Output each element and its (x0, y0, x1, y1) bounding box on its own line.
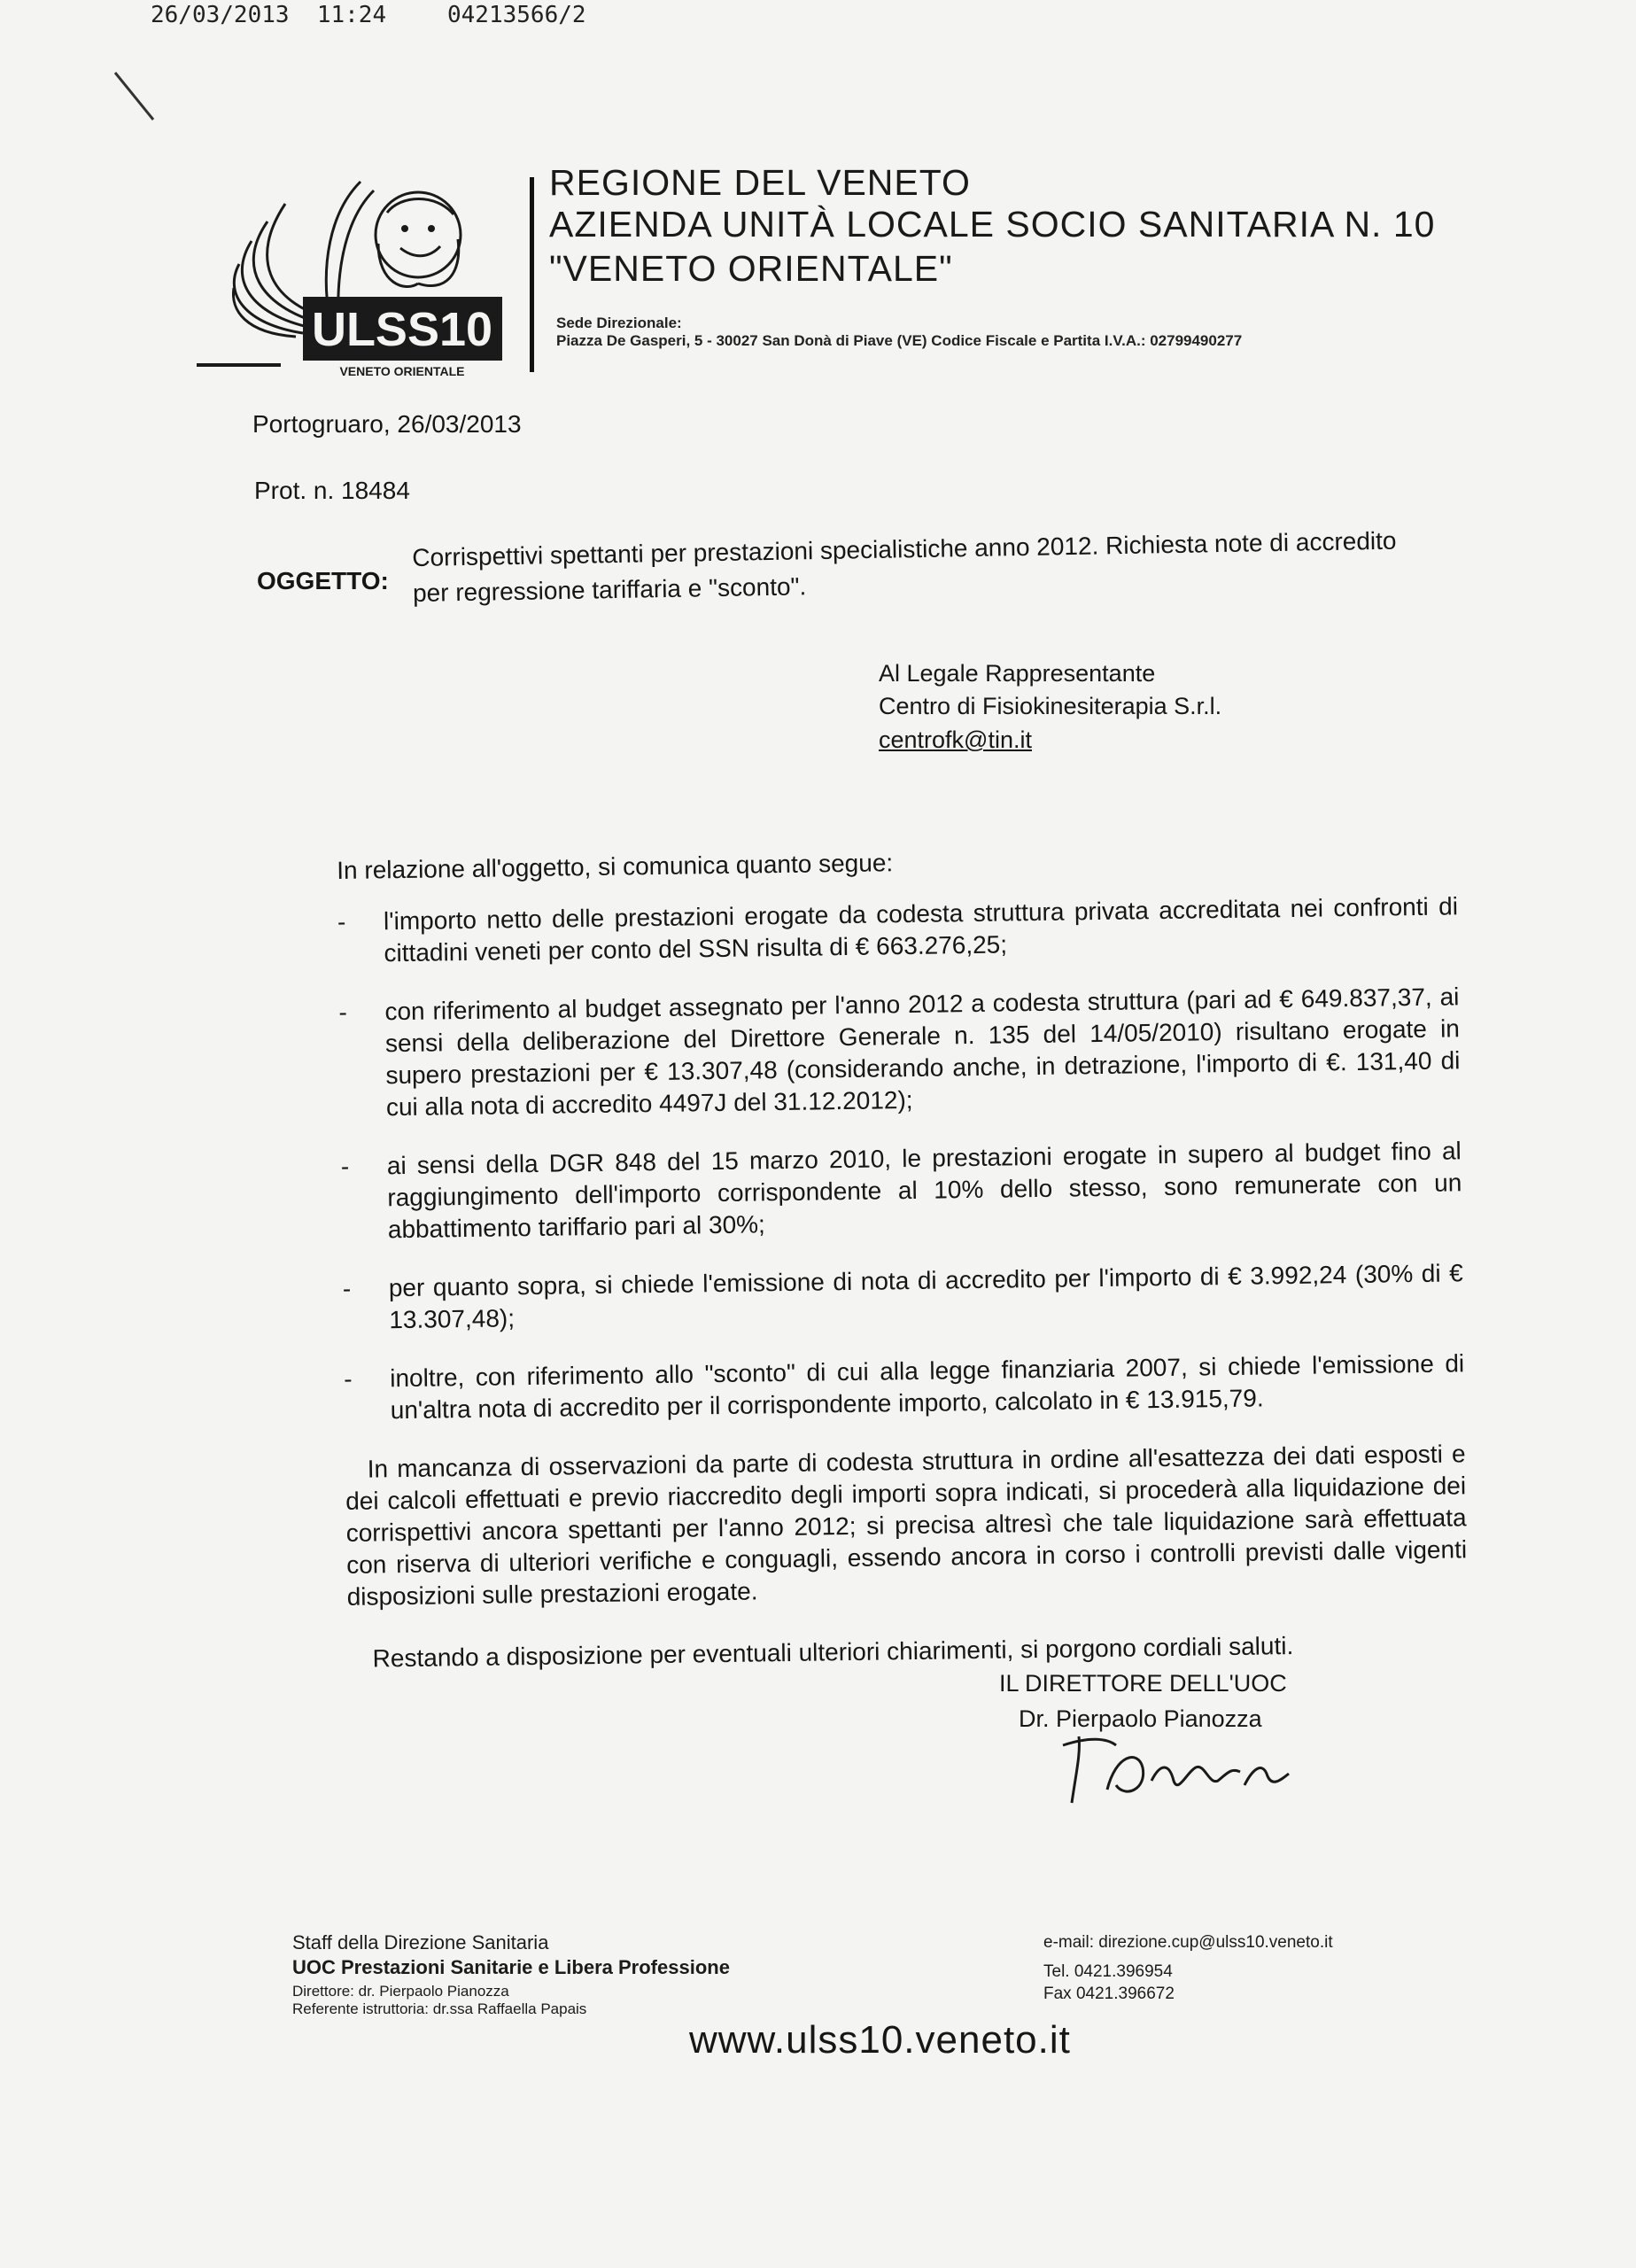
bullet-text: inoltre, con riferimento allo "sconto" di cui alla legge finanziaria 2007, si chiede l'emissione di un'altra nota di accredito per il corrispondente importo, calcolato in € 13.915,79. (390, 1349, 1465, 1425)
scan-mark-icon (113, 71, 158, 124)
logo-text: ULSS10 (311, 303, 493, 356)
list-item (344, 1348, 1465, 1427)
sede-label: Sede Direzionale: (556, 315, 682, 331)
footer-staff: Staff della Direzione Sanitaria (292, 1931, 549, 1953)
footer-uoc: UOC Prestazioni Sanitarie e Libera Professione (292, 1956, 730, 1978)
logo-subtext: VENETO ORIENTALE (339, 364, 465, 378)
bullet-text: ai sensi della DGR 848 del 15 marzo 2010, le prestazioni erogate in supero al budget fino al raggiungimento dell'importo corrispondente al 10% dello stesso, sono remunerate con un abbattimento tariffario pari al 30%; (386, 1137, 1462, 1244)
list-item (343, 1257, 1464, 1337)
bullet-dash: - (337, 907, 346, 936)
closing-paragraph: In mancanza di osservazioni da parte di codesta struttura in ordine all'esattezza dei dati esposti e dei calcoli effettuati e previo riaccredito degli importi sopra indicati, si procederà alla liquidazione dei corrispettivi ancora spettanti per l'anno 2012; si precisa altresì che tale liquidazione sarà effettuata con riserva di ulteriori verifiche e conguagli, essendo ancora in corso i controlli previsti dalle vigenti disposizioni sulle prestazioni erogate. (345, 1440, 1468, 1611)
body-intro: In relazione all'oggetto, si comunica quanto segue: (337, 849, 894, 884)
footer-director: Direttore: dr. Pierpaolo Pianozza (292, 1983, 509, 2000)
fax-number: 04213566/2 (447, 2, 586, 28)
letterhead-divider (530, 177, 534, 372)
org-azienda: AZIENDA UNITÀ LOCALE SOCIO SANITARIA N. 10 (549, 204, 1436, 245)
bullet-list (337, 890, 1465, 1427)
subject-text: Corrispettivi spettanti per prestazioni specialistiche anno 2012. Richiesta note di accredito per regressione tariffaria e "sconto". (412, 526, 1397, 607)
list-item (341, 1135, 1462, 1247)
bullet-dash: - (342, 1274, 352, 1302)
bullet-text: per quanto sopra, si chiede l'emissione di nota di accredito per l'importo di € 3.992,24 (30% di € 13.307,48); (388, 1259, 1463, 1334)
org-veneto-orientale: "VENETO ORIENTALE" (549, 248, 953, 289)
bullet-dash: - (344, 1364, 353, 1393)
org-region: REGIONE DEL VENETO (549, 162, 971, 203)
footer-email[interactable]: e-mail: direzione.cup@ulss10.veneto.it (1043, 1933, 1333, 1952)
footer-referent: Referente istruttoria: dr.ssa Raffaella Papais (292, 2000, 587, 2017)
bullet-dash: - (340, 1152, 350, 1180)
bullet-dash: - (338, 998, 348, 1026)
bullet-text: l'importo netto delle prestazioni erogate da codesta struttura privata accreditata nei confronti di cittadini veneti per conto del SSN risulta di € 663.276,25; (383, 892, 1459, 967)
bullet-text: con riferimento al budget assegnato per l'anno 2012 a codesta struttura (pari ad € 649.837,37, ai sensi della deliberazione del Direttore Generale n. 135 del 14/05/2010) risultano erogate in supero prestazioni per € 13.307,48 (considerando anche, in detrazione, l'importo di €. 131,40 di cui alla nota di accredito 4497J del 31.12.2012); (384, 983, 1461, 1122)
fax-datetime: 26/03/2013 11:24 (151, 2, 387, 28)
list-item (337, 890, 1459, 970)
regards: Restando a disposizione per eventuali ulteriori chiarimenti, si porgono cordiali saluti. (372, 1632, 1294, 1673)
ulss10-logo (197, 159, 507, 381)
signatory-name: Dr. Pierpaolo Pianozza (1019, 1705, 1262, 1732)
place-date: Portogruaro, 26/03/2013 (252, 410, 522, 438)
list-item (338, 981, 1461, 1124)
footer-website-link[interactable]: www.ulss10.veneto.it (689, 2018, 1071, 2062)
recipient-email[interactable]: centrofk@tin.it (879, 726, 1032, 753)
footer-fax: Fax 0421.396672 (1043, 1984, 1175, 2003)
recipient-line2: Centro di Fisiokinesiterapia S.r.l. (879, 693, 1222, 719)
sede-address: Piazza De Gasperi, 5 - 30027 San Donà di Piave (VE) Codice Fiscale e Partita I.V.A.: 02799490277 (556, 332, 1243, 349)
footer-tel: Tel. 0421.396954 (1043, 1962, 1173, 1981)
protocol-number: Prot. n. 18484 (254, 477, 410, 504)
recipient-line1: Al Legale Rappresentante (879, 660, 1156, 687)
handwritten-signature-icon (1054, 1719, 1293, 1816)
subject-label: OGGETTO: (257, 567, 389, 594)
signatory-title: IL DIRETTORE DELL'UOC (999, 1670, 1287, 1697)
letter-body (337, 839, 1469, 1700)
